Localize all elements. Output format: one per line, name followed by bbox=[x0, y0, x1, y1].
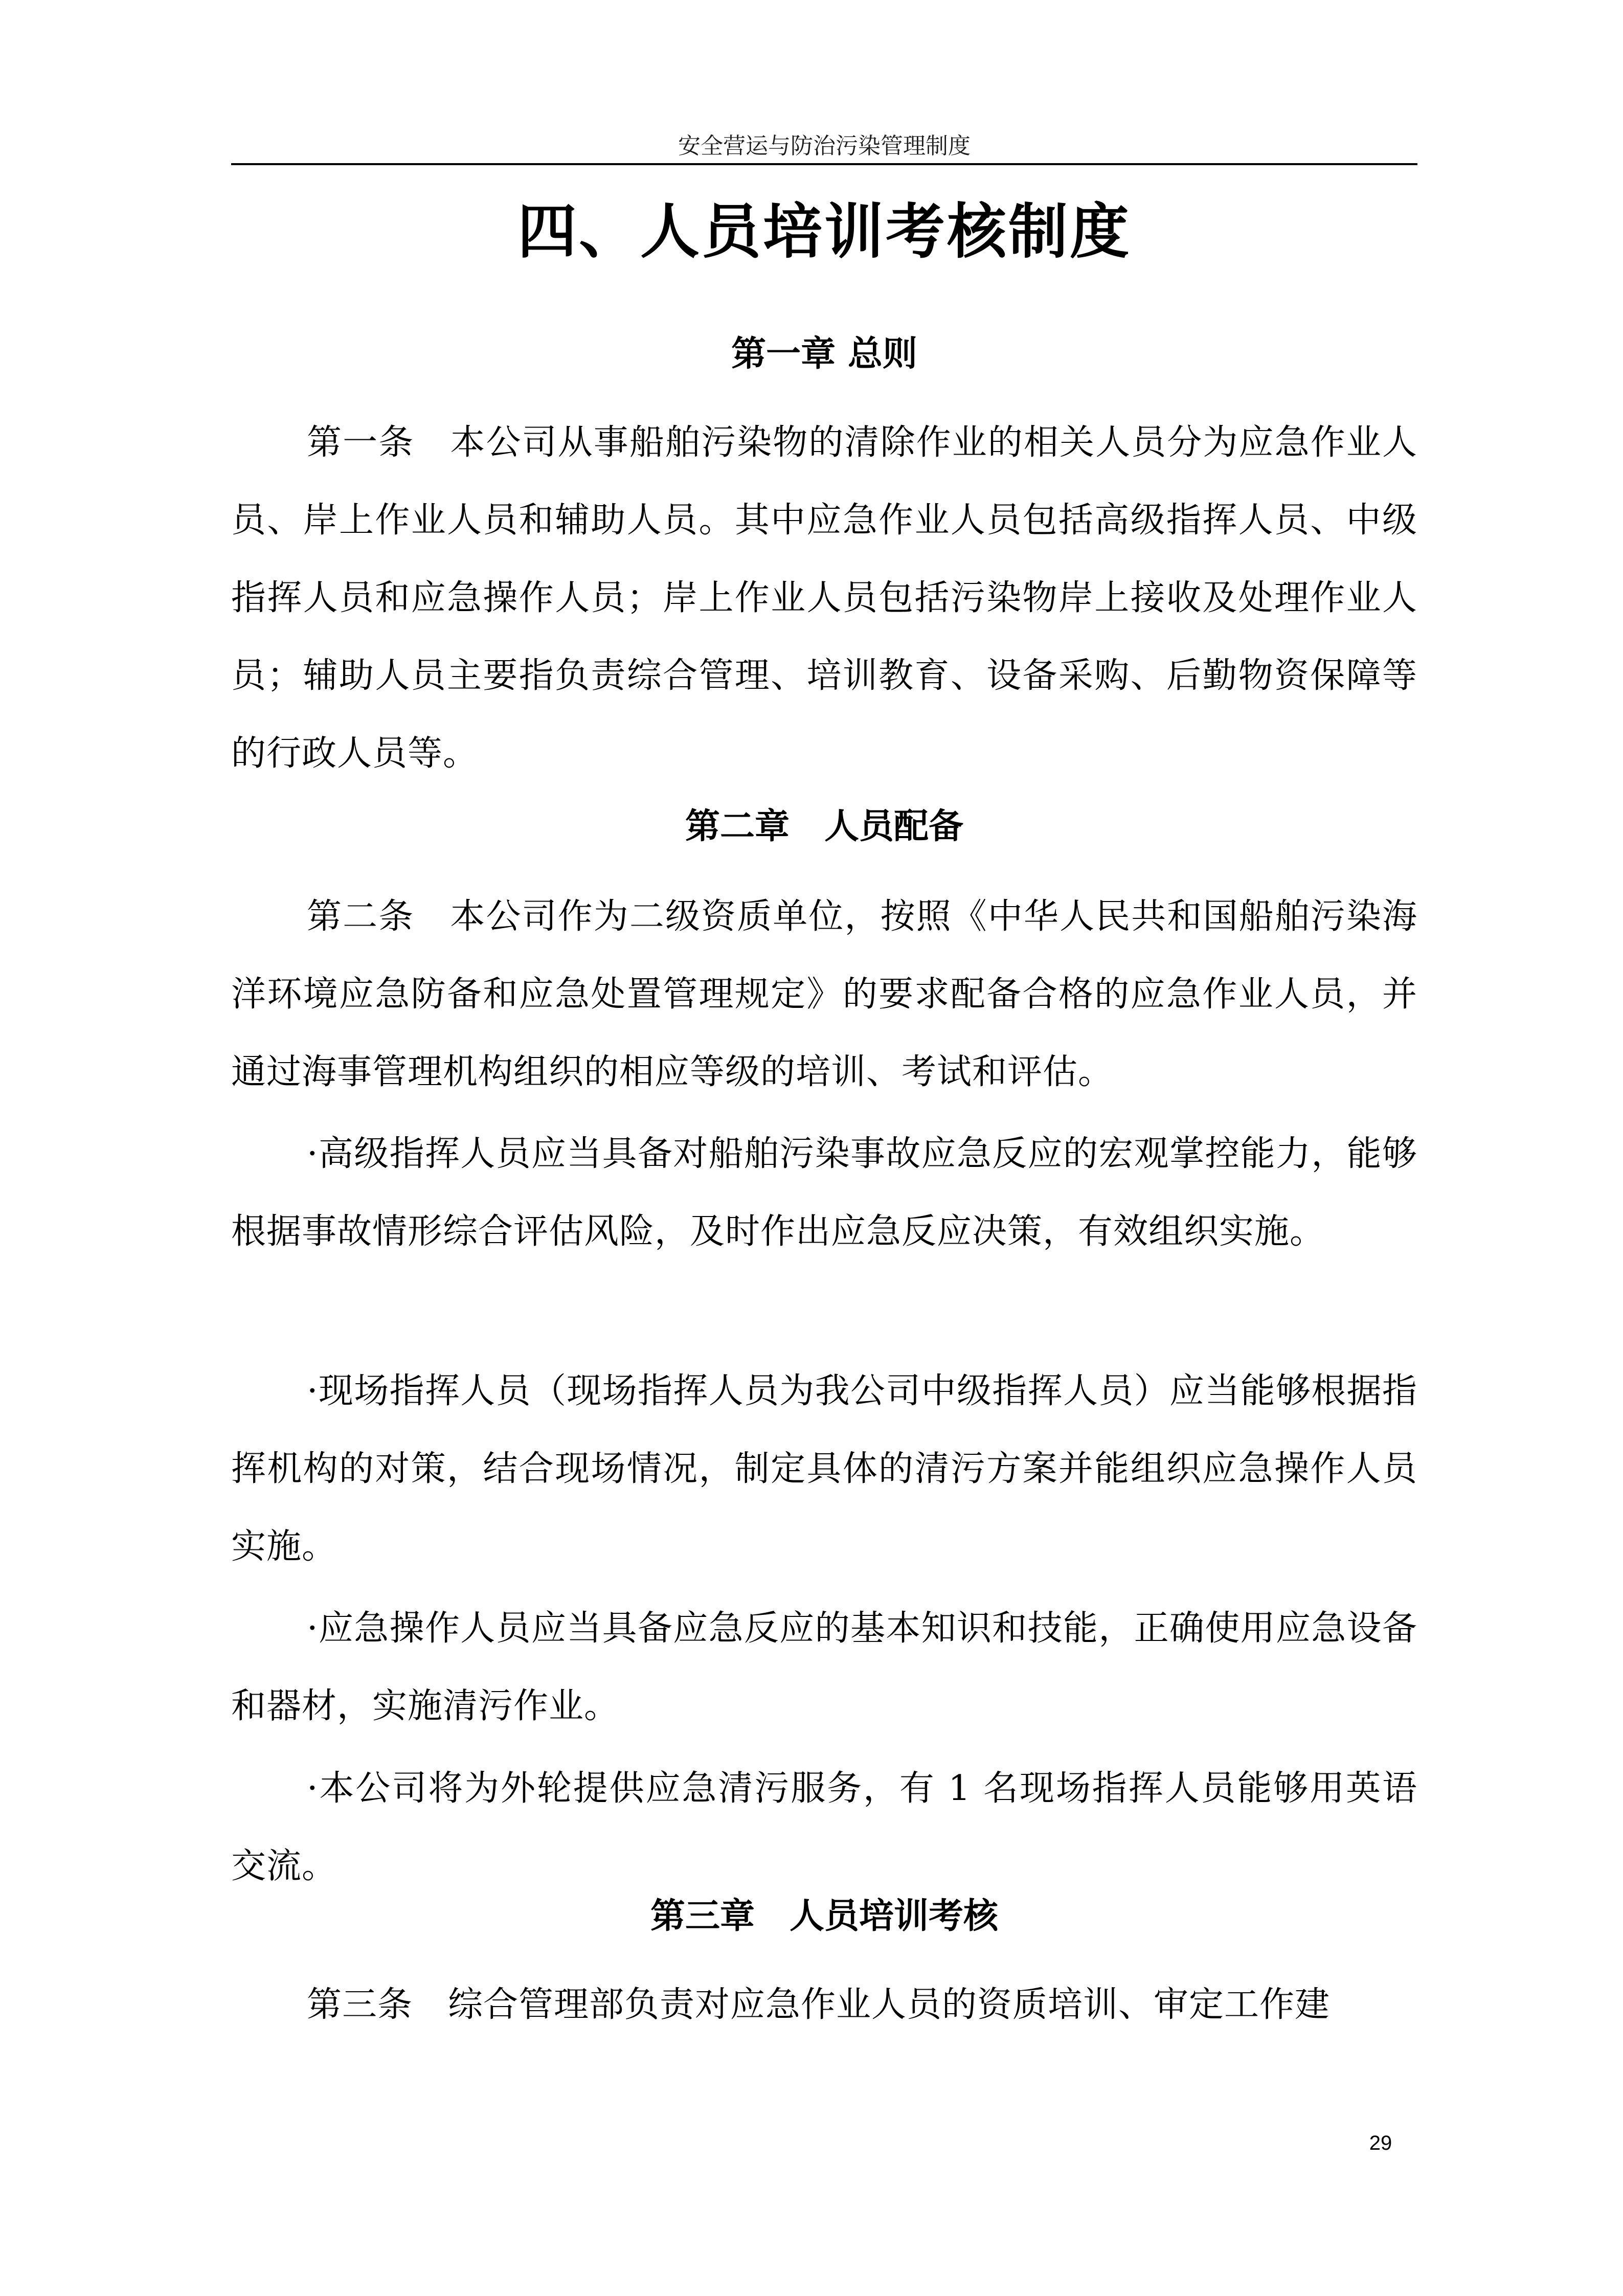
header-divider bbox=[231, 163, 1417, 165]
page-number: 29 bbox=[1369, 2132, 1392, 2154]
bullet-operator: ·应急操作人员应当具备应急反应的基本知识和技能，正确使用应急设备和器材，实施清污作业。 bbox=[231, 1608, 1417, 1726]
chapter-heading-2: 第二章 人员配备 bbox=[685, 806, 963, 847]
chapter-heading-1: 第一章 总则 bbox=[731, 333, 917, 374]
page-title: 四、人员培训考核制度 bbox=[517, 197, 1131, 266]
running-header: 安全营运与防治污染管理制度 bbox=[678, 133, 971, 159]
article-2-paragraph: 第二条 本公司作为二级资质单位，按照《中华人民共和国船舶污染海洋环境应急防备和应急处置管理规定》的要求配备合格的应急作业人员，并通过海事管理机构组织的相应等级的培训、考试和评估。 bbox=[231, 896, 1417, 1092]
article-3-paragraph: 第三条 综合管理部负责对应急作业人员的资质培训、审定工作建 bbox=[307, 1985, 1331, 2025]
bullet-foreign-vessel: ·本公司将为外轮提供应急清污服务，有 1 名现场指挥人员能够用英语交流。 bbox=[231, 1768, 1417, 1886]
chapter-heading-3: 第三章 人员培训考核 bbox=[650, 1896, 998, 1937]
bullet-senior-commander: ·高级指挥人员应当具备对船舶污染事故应急反应的宏观掌控能力，能够根据事故情形综合评估风险，及时作出应急反应决策，有效组织实施。 bbox=[231, 1134, 1417, 1252]
bullet-site-commander: ·现场指挥人员（现场指挥人员为我公司中级指挥人员）应当能够根据指挥机构的对策，结合现场情况，制定具体的清污方案并能组织应急操作人员实施。 bbox=[231, 1371, 1417, 1567]
article-1-paragraph: 第一条 本公司从事船舶污染物的清除作业的相关人员分为应急作业人员、岸上作业人员和辅助人员。其中应急作业人员包括高级指挥人员、中级指挥人员和应急操作人员；岸上作业人员包括污染物岸上接收及处理作业人员；辅助人员主要指负责综合管理、培训教育、设备采购、后勤物资保障等的行政人员等。 bbox=[231, 422, 1417, 774]
